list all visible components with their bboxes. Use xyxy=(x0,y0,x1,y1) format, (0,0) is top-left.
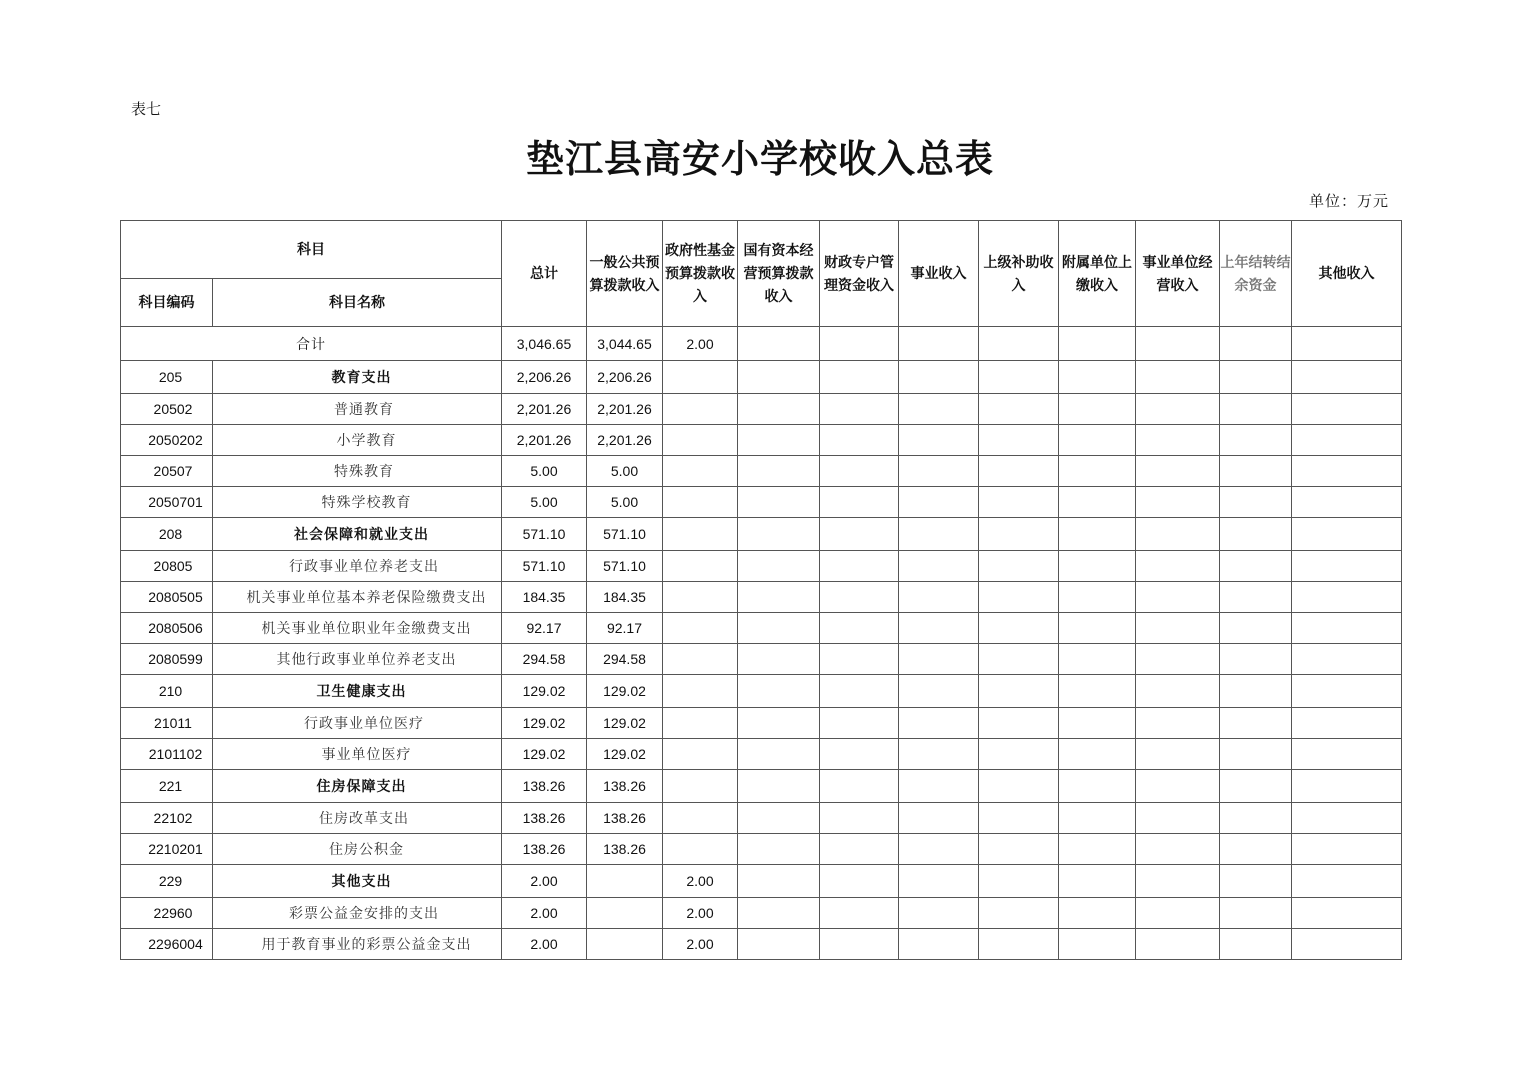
table-row xyxy=(121,898,1402,929)
amount-cell xyxy=(979,929,1059,960)
amount-cell xyxy=(820,644,899,675)
amount-cell xyxy=(663,487,738,518)
amount-cell xyxy=(738,456,820,487)
amount-cell: 5.00 xyxy=(502,456,587,487)
amount-cell xyxy=(1292,551,1402,582)
amount-cell: 138.26 xyxy=(587,770,663,803)
subject-name-cell: 住房公积金 xyxy=(213,834,502,865)
amount-cell xyxy=(663,456,738,487)
table-row xyxy=(121,708,1402,739)
amount-cell xyxy=(1136,708,1220,739)
header-carryover: 上年结转结余资金 xyxy=(1220,221,1292,327)
table-row xyxy=(121,865,1402,898)
header-total: 总计 xyxy=(502,221,587,327)
page-title: 垫江县高安小学校收入总表 xyxy=(525,136,994,181)
amount-cell xyxy=(1059,425,1136,456)
amount-cell xyxy=(820,770,899,803)
amount-cell xyxy=(979,613,1059,644)
subject-name-cell: 行政事业单位养老支出 xyxy=(213,551,502,582)
amount-cell xyxy=(1136,929,1220,960)
header-affiliated: 附属单位上缴收入 xyxy=(1059,221,1136,327)
amount-cell xyxy=(1136,644,1220,675)
subject-name-cell: 住房保障支出 xyxy=(213,770,502,803)
amount-cell: 571.10 xyxy=(502,551,587,582)
amount-cell xyxy=(899,898,979,929)
amount-cell xyxy=(587,865,663,898)
amount-cell xyxy=(820,456,899,487)
amount-cell xyxy=(1292,708,1402,739)
amount-cell xyxy=(1220,865,1292,898)
amount-cell xyxy=(899,518,979,551)
amount-cell xyxy=(979,487,1059,518)
subject-code-cell: 22102 xyxy=(121,803,213,834)
amount-cell: 2,206.26 xyxy=(587,361,663,394)
subject-code-cell: 2296004 xyxy=(121,929,213,960)
subject-name-cell: 彩票公益金安排的支出 xyxy=(213,898,502,929)
header-name: 科目名称 xyxy=(213,279,502,327)
total-cell xyxy=(738,327,820,361)
amount-cell xyxy=(820,834,899,865)
amount-cell: 2,201.26 xyxy=(587,394,663,425)
table-row xyxy=(121,582,1402,613)
amount-cell xyxy=(820,613,899,644)
table-row xyxy=(121,551,1402,582)
table-number: 表七 xyxy=(131,100,162,118)
amount-cell xyxy=(979,361,1059,394)
amount-cell xyxy=(738,929,820,960)
table-row xyxy=(121,518,1402,551)
amount-cell xyxy=(820,551,899,582)
amount-cell xyxy=(738,582,820,613)
amount-cell: 138.26 xyxy=(502,770,587,803)
amount-cell xyxy=(979,644,1059,675)
subject-name-cell: 普通教育 xyxy=(213,394,502,425)
amount-cell xyxy=(663,770,738,803)
amount-cell xyxy=(738,551,820,582)
subject-code-cell: 2101102 xyxy=(121,739,213,770)
header-subject: 科目 xyxy=(121,221,502,279)
amount-cell xyxy=(1059,456,1136,487)
subject-name-cell: 住房改革支出 xyxy=(213,803,502,834)
header-state-capital: 国有资本经营预算拨款收入 xyxy=(738,221,820,327)
amount-cell xyxy=(1136,613,1220,644)
amount-cell xyxy=(1292,770,1402,803)
amount-cell xyxy=(1136,675,1220,708)
amount-cell xyxy=(1136,487,1220,518)
amount-cell: 5.00 xyxy=(587,456,663,487)
amount-cell xyxy=(899,929,979,960)
amount-cell xyxy=(1136,898,1220,929)
amount-cell xyxy=(979,675,1059,708)
amount-cell xyxy=(1059,708,1136,739)
total-cell xyxy=(899,327,979,361)
amount-cell xyxy=(1220,394,1292,425)
amount-cell xyxy=(979,770,1059,803)
table-row xyxy=(121,425,1402,456)
amount-cell xyxy=(820,865,899,898)
amount-cell xyxy=(899,708,979,739)
subject-name-cell: 特殊教育 xyxy=(213,456,502,487)
amount-cell xyxy=(663,803,738,834)
amount-cell xyxy=(820,518,899,551)
amount-cell: 2,201.26 xyxy=(502,394,587,425)
amount-cell: 138.26 xyxy=(587,834,663,865)
amount-cell xyxy=(899,644,979,675)
header-gov-fund: 政府性基金预算拨款收入 xyxy=(663,221,738,327)
amount-cell xyxy=(820,898,899,929)
header-fiscal-special: 财政专户管理资金收入 xyxy=(820,221,899,327)
amount-cell xyxy=(1059,929,1136,960)
amount-cell xyxy=(1059,803,1136,834)
amount-cell xyxy=(899,456,979,487)
amount-cell xyxy=(1292,361,1402,394)
amount-cell xyxy=(1059,487,1136,518)
amount-cell xyxy=(1059,739,1136,770)
amount-cell xyxy=(587,898,663,929)
amount-cell: 571.10 xyxy=(587,551,663,582)
amount-cell xyxy=(979,865,1059,898)
total-row xyxy=(121,327,1402,361)
amount-cell xyxy=(738,487,820,518)
amount-cell: 2.00 xyxy=(663,929,738,960)
amount-cell: 129.02 xyxy=(502,739,587,770)
subject-code-cell: 208 xyxy=(121,518,213,551)
amount-cell xyxy=(663,518,738,551)
amount-cell xyxy=(1292,613,1402,644)
subject-name-cell: 行政事业单位医疗 xyxy=(213,708,502,739)
amount-cell xyxy=(1059,675,1136,708)
amount-cell xyxy=(1220,518,1292,551)
header-code: 科目编码 xyxy=(121,279,213,327)
amount-cell xyxy=(1059,518,1136,551)
subject-name-cell: 其他行政事业单位养老支出 xyxy=(213,644,502,675)
amount-cell xyxy=(820,487,899,518)
subject-code-cell: 2080506 xyxy=(121,613,213,644)
amount-cell xyxy=(1136,518,1220,551)
subject-code-cell: 229 xyxy=(121,865,213,898)
amount-cell xyxy=(899,675,979,708)
amount-cell xyxy=(1136,394,1220,425)
table-row xyxy=(121,675,1402,708)
subject-code-cell: 20502 xyxy=(121,394,213,425)
amount-cell xyxy=(979,518,1059,551)
amount-cell xyxy=(663,551,738,582)
subject-name-cell: 卫生健康支出 xyxy=(213,675,502,708)
amount-cell xyxy=(899,551,979,582)
amount-cell xyxy=(1292,518,1402,551)
amount-cell: 294.58 xyxy=(587,644,663,675)
amount-cell: 294.58 xyxy=(502,644,587,675)
amount-cell xyxy=(663,708,738,739)
amount-cell: 2,201.26 xyxy=(587,425,663,456)
amount-cell xyxy=(899,582,979,613)
amount-cell xyxy=(899,425,979,456)
header-business: 事业收入 xyxy=(899,221,979,327)
amount-cell: 129.02 xyxy=(587,739,663,770)
amount-cell xyxy=(1136,425,1220,456)
table-header xyxy=(121,221,1402,327)
amount-cell xyxy=(979,739,1059,770)
amount-cell xyxy=(663,675,738,708)
amount-cell: 2.00 xyxy=(502,898,587,929)
amount-cell: 129.02 xyxy=(587,675,663,708)
amount-cell xyxy=(1059,394,1136,425)
subject-name-cell: 用于教育事业的彩票公益金支出 xyxy=(213,929,502,960)
amount-cell xyxy=(1292,394,1402,425)
amount-cell xyxy=(1136,739,1220,770)
header-general-budget: 一般公共预算拨款收入 xyxy=(587,221,663,327)
amount-cell xyxy=(1292,739,1402,770)
amount-cell xyxy=(820,394,899,425)
amount-cell xyxy=(738,739,820,770)
amount-cell xyxy=(979,582,1059,613)
table-row xyxy=(121,834,1402,865)
amount-cell xyxy=(738,361,820,394)
amount-cell xyxy=(738,865,820,898)
amount-cell: 5.00 xyxy=(502,487,587,518)
amount-cell xyxy=(1292,644,1402,675)
amount-cell xyxy=(820,361,899,394)
amount-cell xyxy=(738,898,820,929)
amount-cell xyxy=(979,425,1059,456)
amount-cell: 138.26 xyxy=(502,834,587,865)
amount-cell xyxy=(1136,770,1220,803)
table-row xyxy=(121,487,1402,518)
amount-cell xyxy=(1220,803,1292,834)
total-cell xyxy=(1059,327,1136,361)
amount-cell: 2.00 xyxy=(663,898,738,929)
amount-cell xyxy=(1220,739,1292,770)
amount-cell: 92.17 xyxy=(502,613,587,644)
subject-code-cell: 20507 xyxy=(121,456,213,487)
header-business-operating: 事业单位经营收入 xyxy=(1136,221,1220,327)
amount-cell xyxy=(1220,613,1292,644)
amount-cell xyxy=(979,898,1059,929)
subject-code-cell: 221 xyxy=(121,770,213,803)
amount-cell xyxy=(979,803,1059,834)
table-row xyxy=(121,929,1402,960)
subject-code-cell: 21011 xyxy=(121,708,213,739)
subject-code-cell: 2080599 xyxy=(121,644,213,675)
amount-cell xyxy=(1292,456,1402,487)
table-body xyxy=(121,327,1402,960)
amount-cell xyxy=(1292,929,1402,960)
subject-code-cell: 2080505 xyxy=(121,582,213,613)
amount-cell xyxy=(899,803,979,834)
amount-cell xyxy=(1059,644,1136,675)
amount-cell xyxy=(899,361,979,394)
income-summary-table xyxy=(120,220,1402,960)
amount-cell: 129.02 xyxy=(587,708,663,739)
amount-cell xyxy=(587,929,663,960)
amount-cell xyxy=(899,865,979,898)
amount-cell xyxy=(820,739,899,770)
amount-cell xyxy=(738,613,820,644)
amount-cell xyxy=(663,582,738,613)
amount-cell xyxy=(1220,675,1292,708)
amount-cell xyxy=(1059,770,1136,803)
amount-cell xyxy=(979,834,1059,865)
table-row xyxy=(121,644,1402,675)
amount-cell xyxy=(1220,898,1292,929)
amount-cell: 571.10 xyxy=(587,518,663,551)
amount-cell xyxy=(738,834,820,865)
amount-cell xyxy=(1220,551,1292,582)
amount-cell: 138.26 xyxy=(502,803,587,834)
amount-cell xyxy=(1136,551,1220,582)
amount-cell xyxy=(979,456,1059,487)
table-row xyxy=(121,803,1402,834)
total-cell xyxy=(1220,327,1292,361)
amount-cell: 2.00 xyxy=(502,865,587,898)
amount-cell xyxy=(1220,834,1292,865)
amount-cell xyxy=(1292,582,1402,613)
amount-cell xyxy=(820,708,899,739)
amount-cell xyxy=(1292,898,1402,929)
table-row xyxy=(121,613,1402,644)
total-label: 合计 xyxy=(121,327,502,361)
header-superior-subsidy: 上级补助收入 xyxy=(979,221,1059,327)
amount-cell xyxy=(1220,770,1292,803)
amount-cell xyxy=(738,518,820,551)
amount-cell xyxy=(1059,361,1136,394)
subject-name-cell: 社会保障和就业支出 xyxy=(213,518,502,551)
amount-cell xyxy=(979,551,1059,582)
total-cell xyxy=(1136,327,1220,361)
amount-cell xyxy=(899,739,979,770)
amount-cell xyxy=(1136,803,1220,834)
amount-cell xyxy=(1220,425,1292,456)
amount-cell xyxy=(738,425,820,456)
amount-cell xyxy=(663,361,738,394)
amount-cell xyxy=(820,675,899,708)
amount-cell xyxy=(820,929,899,960)
amount-cell xyxy=(1220,487,1292,518)
total-cell xyxy=(979,327,1059,361)
table-row xyxy=(121,739,1402,770)
subject-code-cell: 20805 xyxy=(121,551,213,582)
amount-cell xyxy=(663,394,738,425)
amount-cell xyxy=(1220,361,1292,394)
amount-cell xyxy=(899,613,979,644)
amount-cell xyxy=(663,613,738,644)
amount-cell: 2.00 xyxy=(502,929,587,960)
amount-cell xyxy=(1292,425,1402,456)
subject-code-cell: 22960 xyxy=(121,898,213,929)
total-cell: 3,046.65 xyxy=(502,327,587,361)
amount-cell xyxy=(1059,613,1136,644)
subject-name-cell: 教育支出 xyxy=(213,361,502,394)
amount-cell xyxy=(738,803,820,834)
amount-cell: 92.17 xyxy=(587,613,663,644)
table-row xyxy=(121,770,1402,803)
amount-cell xyxy=(1136,834,1220,865)
unit-label: 单位：万元 xyxy=(1308,192,1389,210)
amount-cell: 2,201.26 xyxy=(502,425,587,456)
amount-cell xyxy=(1292,675,1402,708)
amount-cell xyxy=(979,708,1059,739)
amount-cell xyxy=(1220,582,1292,613)
amount-cell xyxy=(820,425,899,456)
table-row xyxy=(121,394,1402,425)
amount-cell xyxy=(1136,865,1220,898)
amount-cell: 571.10 xyxy=(502,518,587,551)
subject-name-cell: 小学教育 xyxy=(213,425,502,456)
subject-name-cell: 机关事业单位基本养老保险缴费支出 xyxy=(213,582,502,613)
subject-name-cell: 事业单位医疗 xyxy=(213,739,502,770)
amount-cell xyxy=(663,739,738,770)
total-cell: 3,044.65 xyxy=(587,327,663,361)
subject-name-cell: 机关事业单位职业年金缴费支出 xyxy=(213,613,502,644)
total-cell: 2.00 xyxy=(663,327,738,361)
amount-cell xyxy=(1059,834,1136,865)
amount-cell: 2.00 xyxy=(663,865,738,898)
amount-cell: 184.35 xyxy=(502,582,587,613)
amount-cell xyxy=(1059,898,1136,929)
amount-cell xyxy=(1292,834,1402,865)
amount-cell xyxy=(1136,361,1220,394)
amount-cell xyxy=(820,582,899,613)
amount-cell xyxy=(1292,487,1402,518)
amount-cell xyxy=(1220,708,1292,739)
subject-code-cell: 210 xyxy=(121,675,213,708)
table-row xyxy=(121,361,1402,394)
subject-name-cell: 特殊学校教育 xyxy=(213,487,502,518)
amount-cell: 138.26 xyxy=(587,803,663,834)
amount-cell: 129.02 xyxy=(502,675,587,708)
amount-cell xyxy=(899,487,979,518)
amount-cell xyxy=(738,675,820,708)
amount-cell: 2,206.26 xyxy=(502,361,587,394)
amount-cell xyxy=(1292,803,1402,834)
header-other: 其他收入 xyxy=(1292,221,1402,327)
amount-cell: 129.02 xyxy=(502,708,587,739)
total-cell xyxy=(820,327,899,361)
total-cell xyxy=(1292,327,1402,361)
amount-cell xyxy=(663,425,738,456)
amount-cell xyxy=(820,803,899,834)
amount-cell xyxy=(899,834,979,865)
amount-cell xyxy=(1136,582,1220,613)
amount-cell xyxy=(899,770,979,803)
subject-code-cell: 2050202 xyxy=(121,425,213,456)
amount-cell xyxy=(1059,582,1136,613)
amount-cell xyxy=(738,708,820,739)
amount-cell xyxy=(738,394,820,425)
amount-cell xyxy=(663,644,738,675)
subject-code-cell: 205 xyxy=(121,361,213,394)
amount-cell xyxy=(663,834,738,865)
amount-cell xyxy=(1059,551,1136,582)
table-row xyxy=(121,456,1402,487)
subject-name-cell: 其他支出 xyxy=(213,865,502,898)
amount-cell xyxy=(1136,456,1220,487)
amount-cell xyxy=(1220,644,1292,675)
amount-cell: 5.00 xyxy=(587,487,663,518)
amount-cell xyxy=(979,394,1059,425)
amount-cell xyxy=(899,394,979,425)
amount-cell xyxy=(1220,929,1292,960)
subject-code-cell: 2050701 xyxy=(121,487,213,518)
amount-cell xyxy=(738,644,820,675)
amount-cell xyxy=(1220,456,1292,487)
amount-cell: 184.35 xyxy=(587,582,663,613)
amount-cell xyxy=(1059,865,1136,898)
amount-cell xyxy=(738,770,820,803)
amount-cell xyxy=(1292,865,1402,898)
subject-code-cell: 2210201 xyxy=(121,834,213,865)
